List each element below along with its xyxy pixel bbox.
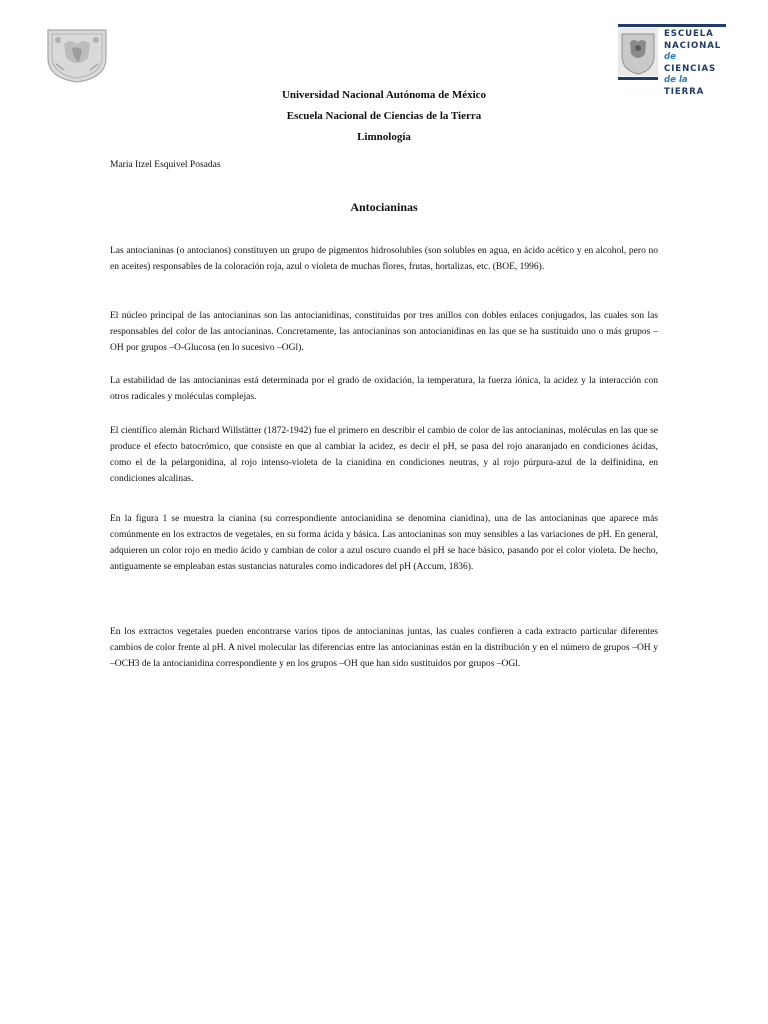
paragraph: En los extractos vegetales pueden encontrarse varios tipos de antocianinas juntas, las cuales confieren a cada extracto particular diferentes cambios de color frente al pH. A nivel molecular las diferencias entre las antocianinas están en la distribución y en el número de grupos –OH y –OCH3 de la antocianidina correspondiente y en los grupos –OH que han sido sustituidos por grupos –OGl. — [110, 626, 658, 669]
paragraph: El científico alemán Richard Willstätter (1872-1942) fue el primero en describir el cambio de color de las antocianinas, moléculas en las que se produce el efecto batocrómico, que consiste en que al cambiar la acidez, es decir el pH, se pasa del rojo anaranjado en condiciones ácidas, como el de la pelargonidina, al rojo intenso-violeta de la cianidina en condiciones neutras, y al rojo púrpura-azul de la delfinidina, en condiciones alcalinas. — [110, 425, 658, 484]
paragraph: Las antocianinas (o antocianos) constituyen un grupo de pigmentos hidrosolubles (son solubles en agua, en ácido acético y en alcohol, pero no en aceites) responsables de la coloración roja, azul o violeta de muchas flores, frutas, hortalizas, etc. (BOE, 1996). — [110, 245, 658, 272]
enct-seal-icon — [618, 24, 658, 80]
document-title: Antocianinas — [350, 200, 418, 214]
school-name: Escuela Nacional de Ciencias de la Tierra — [286, 110, 482, 122]
unam-seal-logo — [44, 24, 110, 84]
logo-bottom-bar — [618, 77, 658, 80]
paragraph: La estabilidad de las antocianinas está determinada por el grado de oxidación, la temperatura, la fuerza iónica, la acidez y la interacción con otros radicales y moléculas complejas. — [110, 375, 658, 402]
enct-logo — [618, 24, 728, 97]
logo-line-3: de CIENCIAS — [664, 52, 717, 74]
paragraph: En la figura 1 se muestra la cianina (su correspondiente antocianidina se denomina cianidina), una de las antocianinas que aparece más comúnmente en los extractos de vegetales, en su forma ácida y básica. Las antocianinas son muy sensibles a las variaciones de pH. En general, adquieren un color rojo en medio ácido y cambian de color a azul oscuro cuando el pH se hace básico, pasando por el color violeta. De hecho, antiguamente se empleaban estas sustancias naturales como indicadores del pH (Accum, 1836). — [110, 513, 658, 572]
author-name: Maria Itzel Esquivel Posadas — [110, 160, 221, 170]
document-header — [0, 85, 768, 148]
logo-line-2: NACIONAL — [664, 40, 722, 51]
logo-line-1: ESCUELA — [664, 29, 714, 39]
paragraph: El núcleo principal de las antocianinas son las antocianidinas, constituidas por tres anillos con dobles enlaces conjugados, las cuales son las responsables del color de las antocianinas. Concretamente, las antocianinas son antocianidinas en las que se ha sustituido uno o más grupos –OH por grupos –O-Glucosa (en lo sucesivo –OGl). — [110, 310, 658, 353]
course-name: Limnología — [357, 131, 411, 143]
unam-seal-icon — [44, 24, 110, 84]
logo-line-4: de la TIERRA — [664, 75, 705, 97]
university-name: Universidad Nacional Autónoma de México — [281, 89, 487, 101]
